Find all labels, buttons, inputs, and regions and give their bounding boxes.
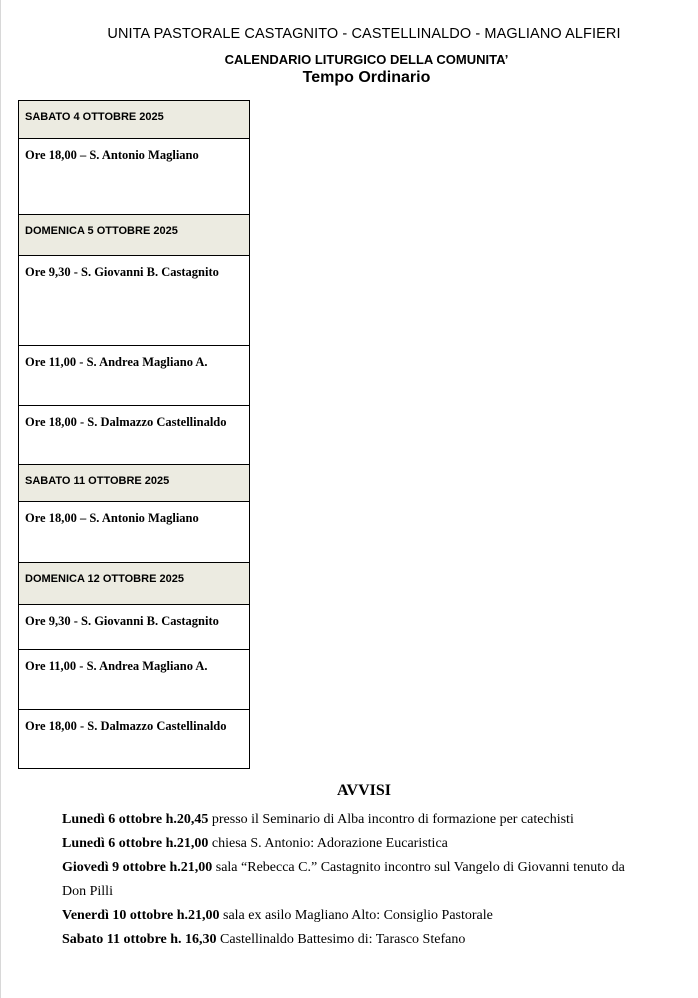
avviso-item — [62, 856, 637, 904]
avviso-text: sala “Rebecca C.” Castagnito incontro sul Vangelo di Giovanni tenuto da Don Pilli — [62, 860, 625, 899]
day-label: SABATO 4 OTTOBRE 2025 — [25, 111, 164, 123]
avviso-item — [62, 904, 662, 928]
mass-time-place: Ore 11,00 - S. Andrea Magliano A. — [25, 659, 208, 673]
avviso-when: Sabato 11 ottobre h. 16,30 — [62, 932, 217, 947]
mass-row — [19, 650, 249, 710]
mass-time-place: Ore 18,00 – S. Antonio Magliano — [25, 148, 199, 162]
mass-time-place: Ore 18,00 – S. Antonio Magliano — [25, 511, 199, 525]
day-header — [19, 465, 249, 502]
mass-row — [19, 406, 249, 465]
avviso-item — [62, 808, 662, 832]
avviso-when: Giovedì 9 ottobre h.21,00 — [62, 860, 213, 875]
avvisi-list — [62, 808, 662, 952]
avviso-when: Lunedì 6 ottobre h.21,00 — [62, 836, 209, 851]
mass-time-place: Ore 11,00 - S. Andrea Magliano A. — [25, 355, 208, 369]
page-edge — [0, 0, 1, 998]
avviso-when: Venerdì 10 ottobre h.21,00 — [62, 908, 220, 923]
day-header — [19, 101, 249, 139]
organization-title: UNITA PASTORALE CASTAGNITO - CASTELLINALDO - MAGLIANO ALFIERI — [107, 26, 621, 42]
day-header — [19, 215, 249, 256]
day-label: DOMENICA 5 OTTOBRE 2025 — [25, 225, 178, 237]
mass-row — [19, 256, 249, 346]
mass-row — [19, 139, 249, 215]
day-label: SABATO 11 OTTOBRE 2025 — [25, 475, 170, 487]
mass-row — [19, 346, 249, 406]
avviso-text: sala ex asilo Magliano Alto: Consiglio Pastorale — [219, 908, 493, 923]
calendar-title: CALENDARIO LITURGICO DELLA COMUNITA’ — [224, 52, 509, 67]
mass-time-place: Ore 9,30 - S. Giovanni B. Castagnito — [25, 614, 219, 628]
mass-row — [19, 605, 249, 650]
avviso-text: chiesa S. Antonio: Adorazione Eucaristica — [208, 836, 448, 851]
avviso-text: presso il Seminario di Alba incontro di formazione per catechisti — [208, 812, 574, 827]
mass-time-place: Ore 18,00 - S. Dalmazzo Castellinaldo — [25, 719, 227, 733]
day-label: DOMENICA 12 OTTOBRE 2025 — [25, 573, 184, 585]
mass-time-place: Ore 9,30 - S. Giovanni B. Castagnito — [25, 265, 219, 279]
avviso-text: Castellinaldo Battesimo di: Tarasco Stefano — [216, 932, 466, 947]
avviso-item — [62, 928, 662, 952]
mass-row — [19, 710, 249, 769]
avviso-item — [62, 832, 662, 856]
schedule-table — [18, 100, 250, 769]
avviso-when: Lunedì 6 ottobre h.20,45 — [62, 812, 209, 827]
day-header — [19, 563, 249, 605]
avvisi-title: AVVISI — [337, 782, 391, 799]
mass-row — [19, 502, 249, 563]
mass-time-place: Ore 18,00 - S. Dalmazzo Castellinaldo — [25, 415, 227, 429]
season-title: Tempo Ordinario — [302, 69, 431, 86]
